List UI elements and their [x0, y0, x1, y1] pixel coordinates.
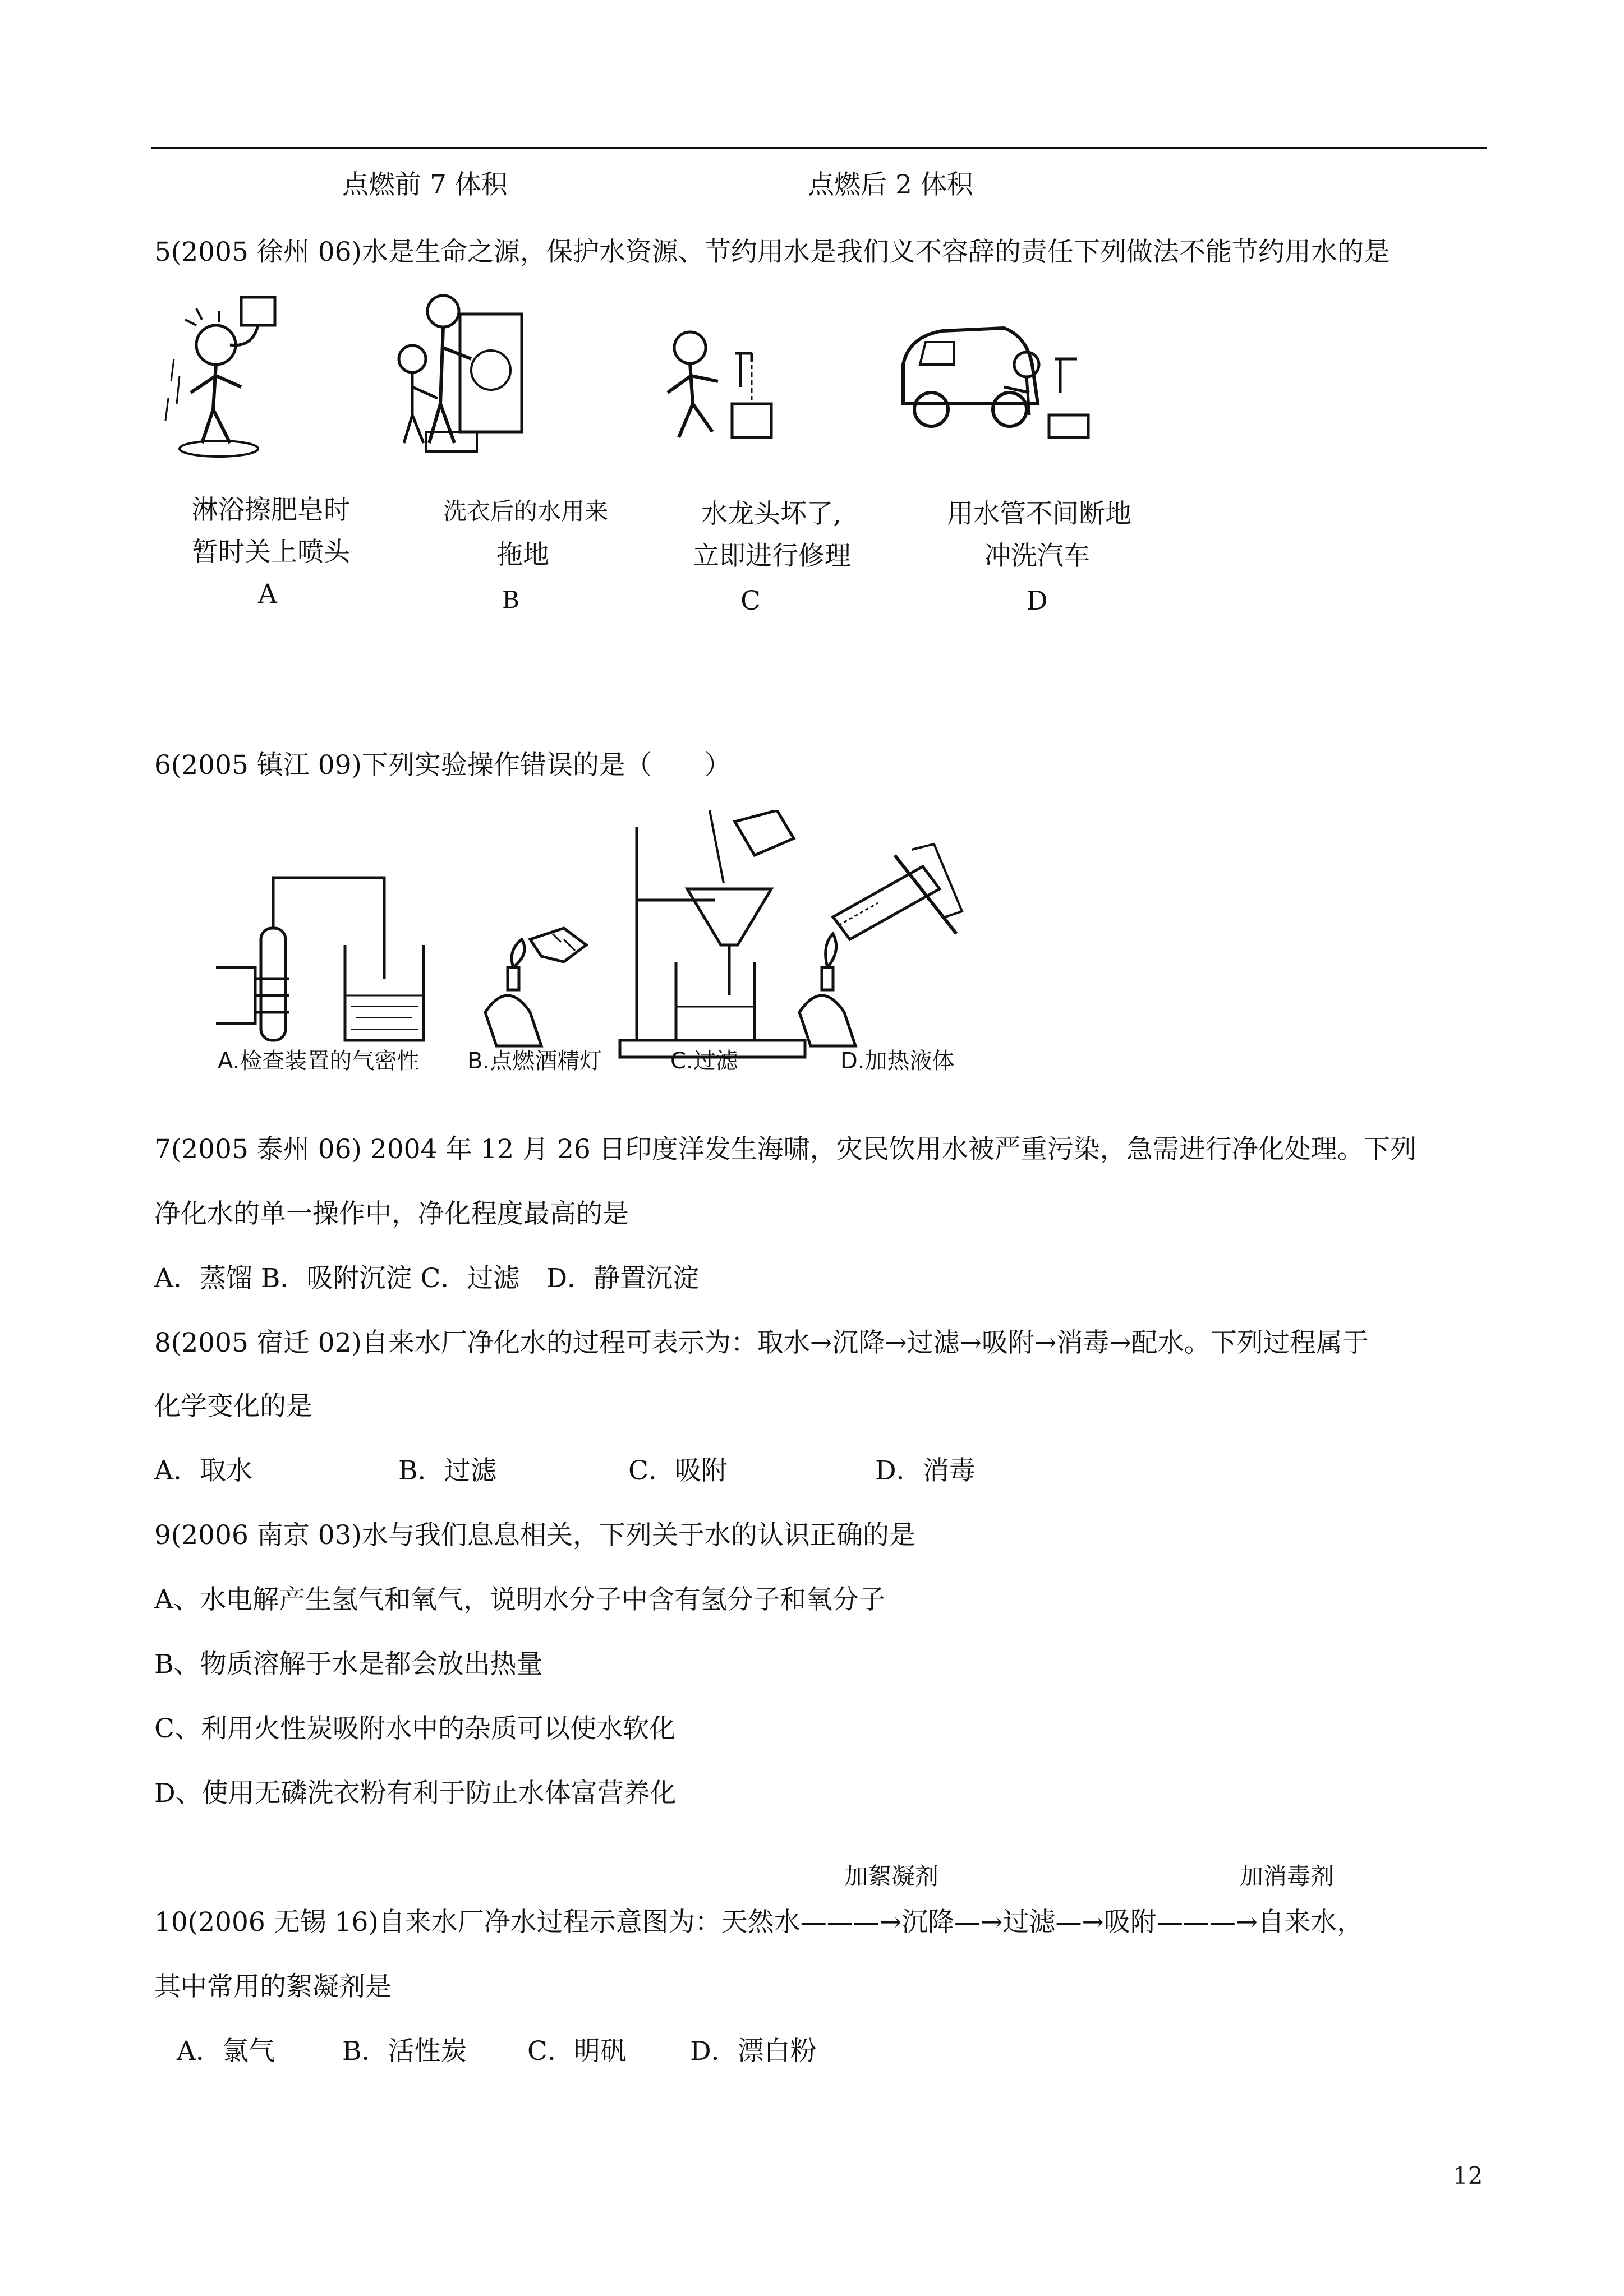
q6-caption-d: D.加热液体 [840, 1048, 955, 1074]
page-number: 12 [1453, 2162, 1483, 2189]
q5-option-a-line1: 淋浴擦肥皂时 [192, 495, 350, 525]
header-rule [151, 147, 1487, 149]
q8-option-c: C．吸附 [628, 1455, 728, 1486]
q9-option-b: B、物质溶解于水是都会放出热量 [154, 1649, 543, 1680]
q9-stem: 9(2006 南京 03)水与我们息息相关，下列关于水的认识正确的是 [154, 1520, 915, 1551]
q5-option-d-letter: D [1027, 585, 1048, 616]
q5-option-d-line1: 用水管不间断地 [947, 499, 1131, 529]
q10-option-c: C．明矾 [527, 2036, 627, 2067]
q10-flocculant-label: 加絮凝剂 [844, 1862, 939, 1890]
q8-option-a: A．取水 [154, 1455, 252, 1486]
q5-figure-c-faucet [656, 320, 780, 449]
q10-stem-line2: 其中常用的絮凝剂是 [154, 1971, 392, 2002]
q7-stem-line1: 7(2005 泰州 06) 2004 年 12 月 26 日印度洋发生海啸，灾民饮用水被严重污染，急需进行净化处理。下列 [154, 1134, 1416, 1165]
q8-option-d: D．消毒 [875, 1455, 976, 1486]
q10-disinfectant-label: 加消毒剂 [1240, 1862, 1335, 1890]
q6-fig-d-heating-liquid [799, 844, 962, 1046]
q5-figure-a-shower [163, 292, 292, 460]
q8-option-b: B．过滤 [398, 1455, 497, 1486]
q8-stem-line1: 8(2005 宿迁 02)自来水厂净化水的过程可表示为：取水→沉降→过滤→吸附→消毒→配水。下列过程属于 [154, 1327, 1369, 1358]
q10-option-b: B．活性炭 [342, 2036, 467, 2067]
q5-figure-d-car-wash [892, 303, 1099, 449]
q9-option-c: C、利用火性炭吸附水中的杂质可以使水软化 [154, 1713, 675, 1744]
q6-fig-a-airtightness [216, 878, 424, 1040]
q7-options: A．蒸馏 B．吸附沉淀 C．过滤 D．静置沉淀 [154, 1263, 700, 1294]
before-volume-label: 点燃前 7 体积 [342, 169, 508, 200]
q7-stem-line2: 净化水的单一操作中，净化程度最高的是 [154, 1198, 629, 1229]
q9-option-a: A、水电解产生氢气和氧气，说明水分子中含有氢分子和氧分子 [154, 1584, 885, 1615]
q5-option-b-line2: 拖地 [496, 540, 549, 570]
q6-stem: 6(2005 镇江 09)下列实验操作错误的是（ ） [154, 750, 731, 781]
q10-option-a: A．氯气 [177, 2036, 275, 2067]
q5-option-a-letter: A [258, 579, 277, 610]
q6-caption-b: B.点燃酒精灯 [467, 1048, 602, 1074]
q5-stem: 5(2005 徐州 06)水是生命之源，保护水资源、节约用水是我们义不容辞的责任下列做法不能节约用水的是 [154, 237, 1390, 268]
q6-caption-a: A.检查装置的气密性 [218, 1048, 420, 1074]
q10-option-d: D．漂白粉 [690, 2036, 817, 2067]
q5-option-b-letter: B [502, 586, 519, 614]
q5-option-c-line1: 水龙头坏了, [701, 499, 841, 529]
q10-stem-line1: 10(2006 无锡 16)自来水厂净水过程示意图为：天然水———→沉降—→过滤—→吸附———→自来水， [154, 1907, 1364, 1938]
q5-option-c-letter: C [740, 585, 761, 616]
q5-option-d-line2: 冲洗汽车 [984, 541, 1090, 571]
q5-figure-b-washing [387, 292, 533, 460]
q5-option-c-line2: 立即进行修理 [693, 541, 851, 571]
after-volume-label: 点燃后 2 体积 [808, 169, 973, 200]
q5-option-a-line2: 暂时关上喷头 [192, 537, 350, 568]
q6-fig-c-filtration [620, 810, 805, 1057]
q6-caption-c: C.过滤 [670, 1048, 738, 1074]
q6-fig-b-alcohol-lamp [485, 928, 586, 1046]
q9-option-d: D、使用无磷洗衣粉有利于防止水体富营养化 [154, 1778, 677, 1809]
q5-option-b-line1: 洗衣后的水用来 [443, 497, 609, 525]
q8-stem-line2: 化学变化的是 [154, 1391, 312, 1422]
